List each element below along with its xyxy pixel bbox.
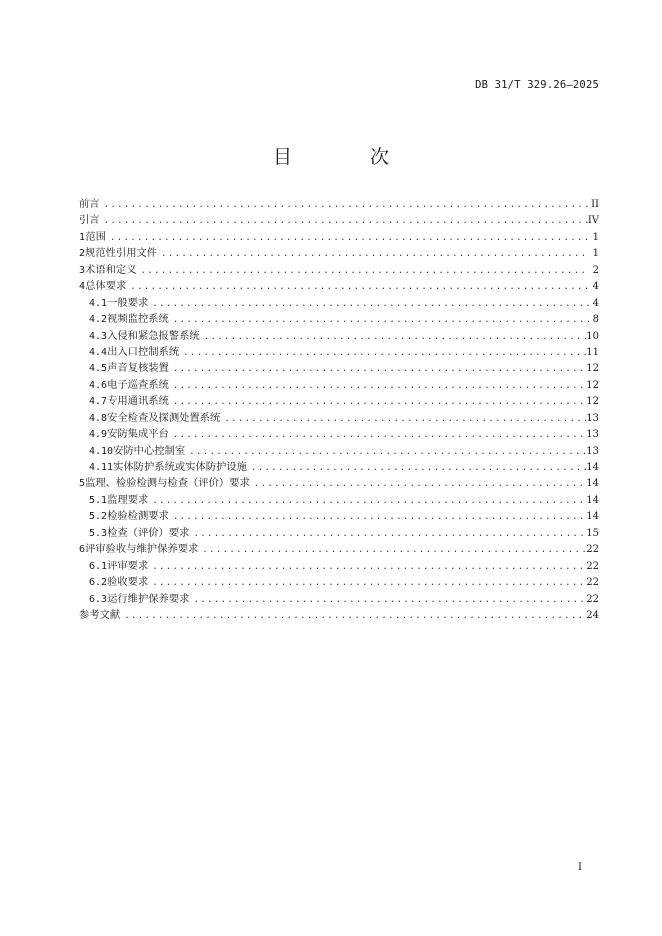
toc-entry-title: 实体防护系统或实体防护设施 [113,461,247,473]
toc-entry-page: 11 [586,346,599,358]
toc-entry[interactable] [79,245,599,261]
toc-entry-number: 1 [79,231,86,243]
toc-entry-title: 检验检测要求 [107,510,169,523]
toc-entry[interactable] [79,508,599,524]
toc-entry-page: 13 [586,412,599,424]
toc-entry-page: 13 [586,445,599,457]
page-title: 目 次 [272,146,426,168]
toc-entry[interactable] [79,525,599,541]
toc-dot-leader [102,197,589,213]
toc-entry-number: 2 [79,248,86,260]
toc-entry-title: 术语和定义 [85,263,137,276]
toc-entry-title: 入侵和紧急报警系统 [107,329,200,342]
toc-entry[interactable] [79,377,599,393]
toc-entry-title: 评审要求 [107,559,149,572]
toc-entry-title: 运行维护保养要求 [107,592,190,605]
toc-entry[interactable] [79,541,599,557]
toc-entry-title: 安防集成平台 [107,428,169,441]
toc-entry-number: 4.5 [89,363,108,375]
toc-dot-leader [181,345,586,361]
toc-entry-number: 4.2 [89,314,108,326]
toc-entry[interactable] [79,212,599,228]
toc-entry[interactable] [79,360,599,376]
toc-dot-leader [171,312,589,328]
toc-dot-leader [187,444,586,460]
toc-entry-title: 监理要求 [107,493,149,506]
toc-entry[interactable] [79,459,599,475]
toc-entry-page: 13 [586,429,599,441]
toc-entry-number: 3 [79,264,86,276]
toc-entry-number: 6 [79,544,86,556]
toc-dot-leader [128,279,589,295]
toc-dot-leader [200,542,586,558]
toc-entry[interactable] [79,278,599,294]
toc-entry-number: 4 [79,281,86,293]
toc-dot-leader [139,263,589,279]
toc-dot-leader [122,608,586,624]
toc-entry[interactable] [79,262,599,278]
toc-entry-number: 4.4 [89,346,108,358]
toc-entry-page: II [591,199,599,210]
toc-entry-title: 规范性引用文件 [85,247,158,260]
toc-entry-number: 4.3 [89,330,108,342]
toc-entry-page: 14 [586,511,599,523]
toc-entry-title: 验收要求 [107,576,149,589]
toc-entry-title: 安全检查及探测处置系统 [107,411,221,424]
toc-entry-title: 范围 [85,230,106,243]
toc-entry-page: 12 [586,379,599,391]
toc-entry-number: 4.8 [89,412,108,424]
toc-entry-title: 一般要求 [107,296,149,309]
toc-entry-title: 出入口控制系统 [107,345,180,358]
toc-dot-leader [171,378,586,394]
toc-entry-number: 4.11 [89,462,114,473]
toc-entry-page: 22 [586,544,599,556]
toc-entry[interactable] [79,393,599,409]
toc-entry-title: 前言 [79,198,100,210]
toc-entry[interactable] [79,410,599,426]
toc-entry-page: IV [587,215,599,227]
toc-entry[interactable] [79,607,599,623]
toc-dot-leader [249,460,586,476]
table-of-contents [79,196,599,623]
toc-dot-leader [222,411,586,427]
toc-entry-page: 12 [586,363,599,375]
toc-dot-leader [150,296,589,312]
toc-entry-page: 14 [586,462,599,473]
toc-entry-number: 5.2 [89,511,108,523]
toc-entry-number: 4.1 [89,297,108,309]
toc-entry-number: 6.3 [89,593,108,605]
toc-entry-number: 5.3 [89,527,108,539]
toc-entry-number: 4.9 [89,429,108,441]
toc-dot-leader [159,246,589,262]
toc-dot-leader [171,394,586,410]
toc-entry[interactable] [79,311,599,327]
toc-entry-title: 声音复核装置 [107,362,169,375]
toc-entry[interactable] [79,229,599,245]
toc-entry[interactable] [79,344,599,360]
toc-entry-title: 视频监控系统 [107,313,169,326]
toc-entry-page: 1 [592,248,599,260]
toc-dot-leader [191,526,586,542]
toc-entry[interactable] [79,475,599,491]
toc-entry[interactable] [79,492,599,508]
toc-entry[interactable] [79,443,599,459]
toc-entry-number: 4.7 [89,396,108,408]
toc-entry[interactable] [79,196,599,212]
toc-entry-page: 14 [586,494,599,506]
toc-entry[interactable] [79,574,599,590]
toc-dot-leader [191,592,586,608]
toc-entry[interactable] [79,295,599,311]
toc-entry-page: 22 [586,560,599,572]
toc-entry-number: 5 [79,478,86,490]
toc-entry-page: 12 [586,396,599,408]
toc-entry-title: 引言 [79,214,100,227]
toc-entry-number: 4.10 [89,445,114,457]
toc-entry-title: 总体要求 [85,280,127,293]
toc-entry-title: 安防中心控制室 [113,444,186,457]
toc-entry-page: 1 [592,231,599,243]
toc-entry-title: 电子巡查系统 [107,378,169,391]
toc-entry-page: 8 [592,314,599,326]
toc-entry-number: 4.6 [89,379,108,391]
toc-entry-number: 5.1 [89,494,108,506]
toc-dot-leader [171,427,586,443]
toc-entry-page: 2 [592,264,599,276]
toc-dot-leader [202,329,587,345]
toc-entry-page: 22 [586,577,599,589]
toc-entry-page: 10 [586,330,599,342]
page-number: I [578,862,582,873]
toc-entry-title: 监理、检验检测与检查（评价）要求 [85,477,250,490]
toc-entry-page: 14 [586,478,599,490]
toc-entry[interactable] [79,558,599,574]
toc-dot-leader [171,509,586,525]
toc-entry-title: 专用通讯系统 [107,395,169,408]
toc-dot-leader [102,213,588,229]
toc-entry-page: 24 [586,609,599,621]
toc-entry-title: 参考文献 [79,608,121,621]
toc-dot-leader [150,493,586,509]
toc-entry-title: 评审验收与维护保养要求 [85,543,199,556]
toc-entry-title: 检查（评价）要求 [107,526,190,539]
toc-entry-page: 4 [592,281,599,293]
toc-entry[interactable] [79,426,599,442]
toc-dot-leader [150,575,586,591]
toc-dot-leader [171,361,586,377]
toc-entry-number: 6.2 [89,577,108,589]
document-number: DB 31/T 329.26—2025 [475,79,599,91]
toc-dot-leader [252,476,586,492]
toc-dot-leader [150,559,586,575]
toc-dot-leader [108,230,589,246]
toc-entry-page: 22 [586,593,599,605]
toc-entry-page: 15 [586,527,599,539]
toc-entry-page: 4 [592,297,599,309]
toc-entry[interactable] [79,328,599,344]
toc-entry-number: 6.1 [89,560,108,572]
toc-entry[interactable] [79,591,599,607]
